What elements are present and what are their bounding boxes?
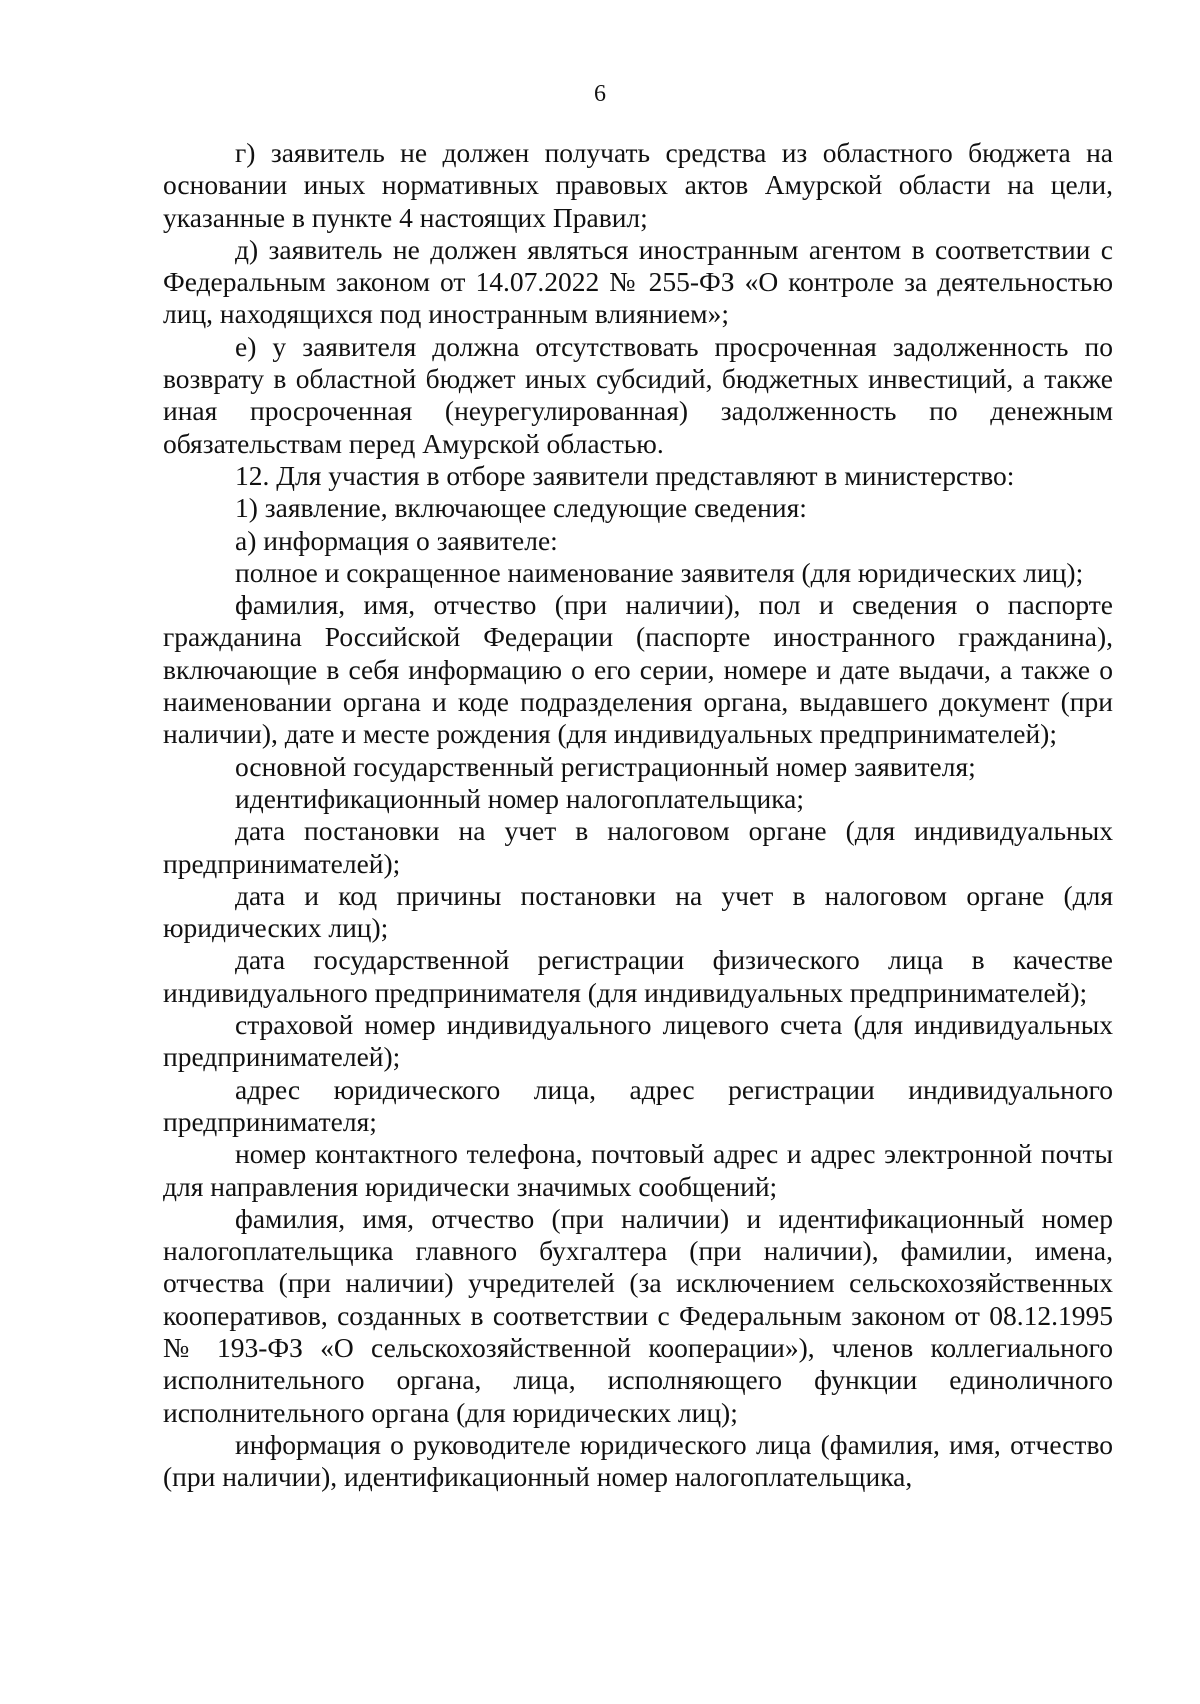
- paragraph-ogrn: основной государственный регистрационный номер заявителя;: [235, 750, 976, 782]
- paragraph-item-e: е) у заявителя должна отсутствовать просроченная задолженность по возврату в областной бюджет иных субсидий, бюджетных инвестиций, а также иная просроченная (неурегулированная) задолженность по денежным обязательствам перед Амурской областью.: [163, 330, 1113, 459]
- document-body: [163, 137, 1113, 1493]
- paragraph-tax-registration-date: дата постановки на учет в налоговом органе (для индивидуальных предпринимателей);: [163, 815, 1113, 879]
- paragraph-item-g: г) заявитель не должен получать средства из областного бюджета на основании иных нормативных правовых актов Амурской области на цели, указанные в пункте 4 настоящих Правил;: [163, 137, 1113, 233]
- paragraph-accountant-founders: фамилия, имя, отчество (при наличии) и идентификационный номер налогоплательщика главного бухгалтера (при наличии), фамилии, имена, отчества (при наличии) учредителей (за исключением сельскохозяйственных кооперативов, созданных в соответствии с Федеральным законом от 08.12.1995 № 193-ФЗ «О сельскохозяйственной кооперации»), членов коллегиального исполнительного органа, лица, исполняющего функции единоличного исполнительного органа (для юридических лиц);: [163, 1202, 1113, 1428]
- paragraph-contacts: номер контактного телефона, почтовый адрес и адрес электронной почты для направления юридически значимых сообщений;: [163, 1138, 1113, 1202]
- paragraph-clause-12: 12. Для участия в отборе заявители представляют в министерство:: [235, 459, 1015, 491]
- paragraph-full-name-entity: полное и сокращенное наименование заявителя (для юридических лиц);: [235, 556, 1084, 588]
- page-number: 6: [594, 81, 606, 107]
- paragraph-state-registration: дата государственной регистрации физического лица в качестве индивидуального предпринимателя (для индивидуальных предпринимателей);: [163, 944, 1113, 1008]
- paragraph-item-d: д) заявитель не должен являться иностранным агентом в соответствии с Федеральным законом от 14.07.2022 № 255-ФЗ «О контроле за деятельностью лиц, находящихся под иностранным влиянием»;: [163, 233, 1113, 330]
- paragraph-head-info: информация о руководителе юридического лица (фамилия, имя, отчество (при наличии), идентификационный номер налогоплательщика,: [163, 1428, 1113, 1493]
- paragraph-passport-info: фамилия, имя, отчество (при наличии), пол и сведения о паспорте гражданина Российской Федерации (паспорте иностранного гражданина), включающие в себя информацию о его серии, номере и дате выдачи, а также о наименовании органа и коде подразделения органа, выдавшего документ (при наличии), дате и месте рождения (для индивидуальных предпринимателей);: [163, 589, 1113, 750]
- paragraph-kpp: дата и код причины постановки на учет в налоговом органе (для юридических лиц);: [163, 879, 1113, 944]
- paragraph-applicant-info: а) информация о заявителе:: [235, 524, 558, 556]
- paragraph-inn: идентификационный номер налогоплательщика;: [235, 782, 805, 814]
- paragraph-address: адрес юридического лица, адрес регистрации индивидуального предпринимателя;: [163, 1073, 1113, 1137]
- paragraph-snils: страховой номер индивидуального лицевого счета (для индивидуальных предпринимателей);: [163, 1009, 1113, 1073]
- paragraph-application: 1) заявление, включающее следующие сведения:: [235, 492, 807, 524]
